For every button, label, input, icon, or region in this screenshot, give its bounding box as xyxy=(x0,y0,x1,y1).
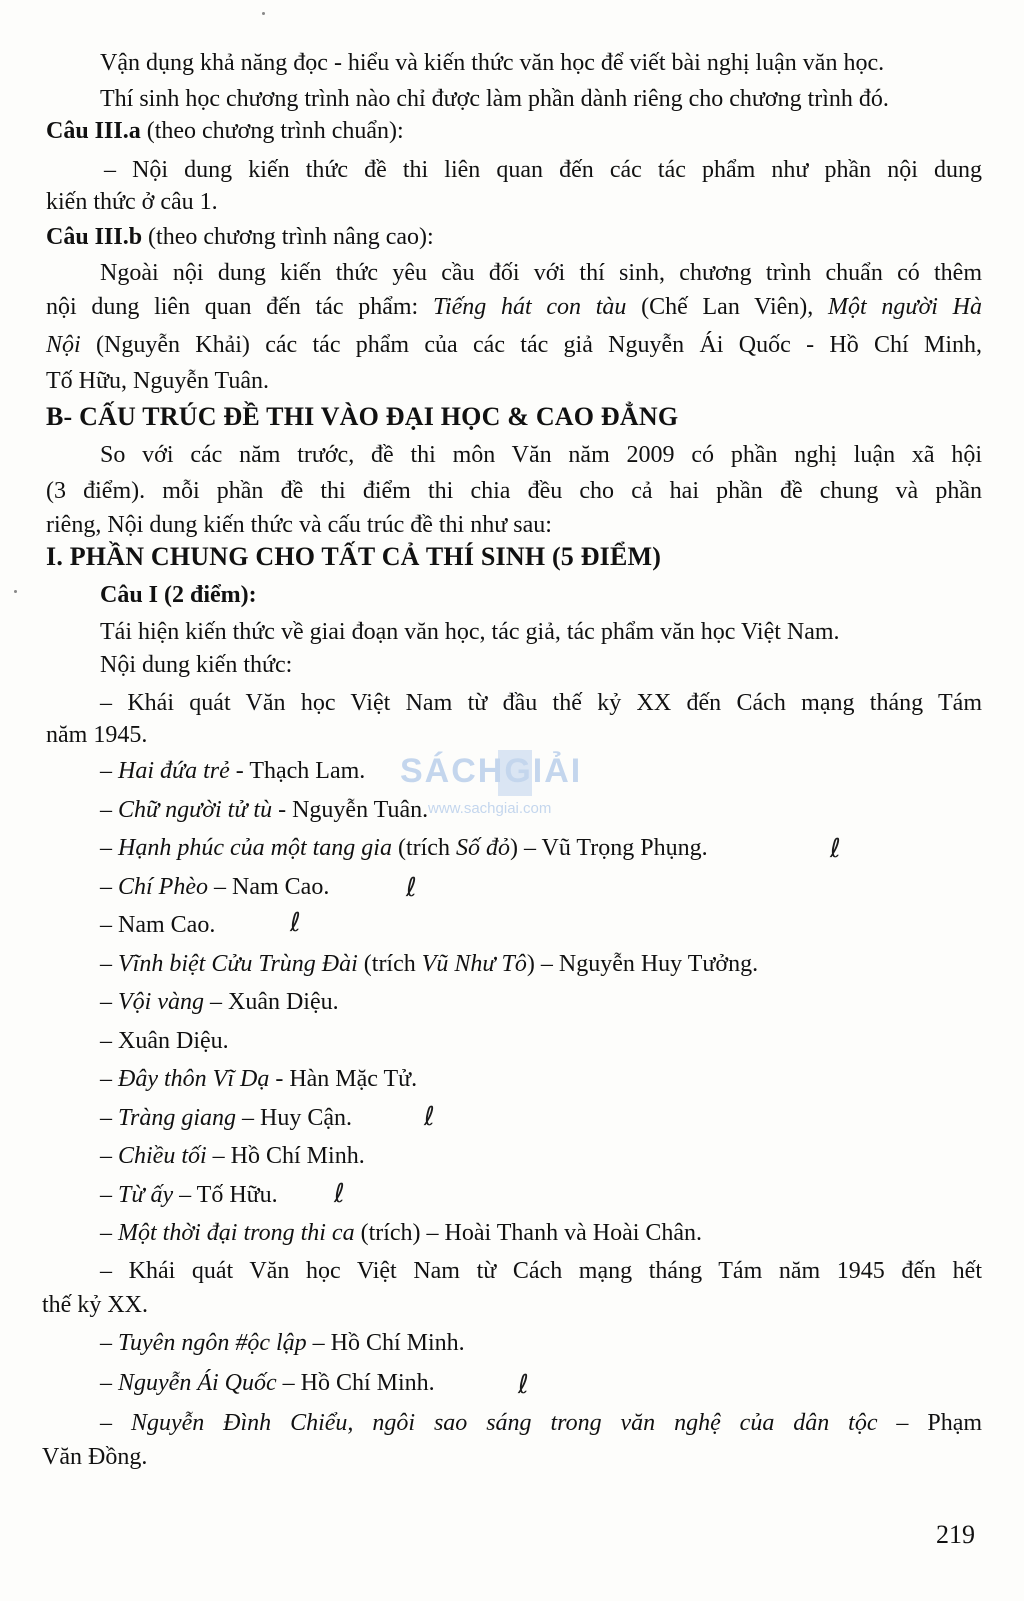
list-dash: – xyxy=(100,796,118,823)
work-separator: – xyxy=(208,873,232,900)
text-run: (Chế Lan Viên), xyxy=(626,294,829,320)
work-separator: - xyxy=(269,1066,290,1092)
paragraph-line: kiến thức ở câu 1. xyxy=(46,189,218,215)
work-separator: – xyxy=(173,1181,197,1208)
paragraph-line: Vận dụng khả năng đọc - hiểu và kiến thức văn học để viết bài nghị luận văn học. xyxy=(100,50,885,76)
watermark-url: www.sachgiai.com xyxy=(428,800,552,817)
work-author: ) – Vũ Trọng Phụng. xyxy=(509,835,708,861)
list-dash: – xyxy=(100,1027,118,1054)
question-note: (theo chương trình chuẩn): xyxy=(140,118,404,144)
work-item xyxy=(100,1218,702,1248)
page-number: 219 xyxy=(936,1520,975,1549)
work-author: ) – Nguyễn Huy Tưởng. xyxy=(526,950,759,977)
work-title: Một thời đại trong thi ca xyxy=(118,1220,355,1246)
list-dash: – xyxy=(100,989,118,1015)
work-item xyxy=(100,756,365,786)
work-item xyxy=(100,1368,435,1398)
work-item xyxy=(100,1026,229,1056)
work-author: Nguyễn Tuân. xyxy=(292,796,429,823)
list-dash: – xyxy=(100,1370,118,1396)
paragraph-line: riêng, Nội dung kiến thức và cấu trúc đề thi như sau: xyxy=(46,512,552,538)
work-title: Chữ người tử tù xyxy=(118,796,273,823)
text-run: – xyxy=(100,1410,131,1436)
work-separator: – xyxy=(203,989,228,1015)
section-heading-i: I. PHẦN CHUNG CHO TẤT CẢ THÍ SINH (5 ĐIỂM) xyxy=(46,542,662,571)
work-title: Từ ấy xyxy=(118,1181,174,1208)
work-author: Hồ Chí Minh. xyxy=(230,1143,365,1169)
work-author: Hoài Thanh và Hoài Chân. xyxy=(444,1220,703,1246)
list-dash: – xyxy=(100,758,118,784)
work-author: Tố Hữu. xyxy=(196,1181,278,1208)
watermark-logo xyxy=(400,752,610,832)
list-dash: – xyxy=(100,1104,118,1131)
paragraph-line: Văn Đồng. xyxy=(42,1444,148,1470)
work-item xyxy=(100,872,329,902)
work-title: Hạnh phúc của một tang gia xyxy=(118,835,392,861)
work-item xyxy=(100,833,708,863)
handwritten-check-icon: ℓ xyxy=(518,1370,529,1400)
work-item xyxy=(100,1328,465,1358)
work-separator: - xyxy=(272,796,293,823)
handwritten-check-icon: ℓ xyxy=(406,873,417,903)
list-dash: – xyxy=(100,1181,118,1208)
list-dash: – xyxy=(100,912,118,938)
watermark-text: SÁCHGIẢI xyxy=(400,752,583,790)
scan-speck xyxy=(262,12,265,15)
paragraph-line: Ngoài nội dung kiến thức yêu cầu đối với thí sinh, chương trình chuẩn có thêm xyxy=(100,260,982,286)
work-author: Xuân Diệu. xyxy=(118,1027,229,1054)
work-title: Vội vàng xyxy=(118,989,204,1015)
work-item xyxy=(100,1103,352,1133)
list-dash: – xyxy=(100,873,118,900)
work-separator: - xyxy=(229,758,250,784)
work-separator: (trích) – xyxy=(354,1220,445,1246)
work-title: Nội xyxy=(46,332,81,358)
handwritten-check-icon: ℓ xyxy=(830,834,841,864)
work-author: Huy Cận. xyxy=(260,1104,353,1131)
list-dash: – xyxy=(100,835,118,861)
paragraph-line: – Khái quát Văn học Việt Nam từ đầu thế kỷ XX đến Cách mạng tháng Tám xyxy=(100,690,982,716)
question-heading xyxy=(46,222,434,252)
work-item xyxy=(100,1064,417,1094)
paragraph-line: (3 điểm). mỗi phần đề thi điểm thi chia đều cho cả hai phần đề chung và phần xyxy=(46,478,982,504)
question-heading: Câu I (2 điểm): xyxy=(100,582,257,608)
work-separator: – xyxy=(206,1143,231,1169)
work-author: Hàn Mặc Tử. xyxy=(289,1066,418,1092)
work-title: Tuyên ngôn #ộc lập xyxy=(118,1330,307,1356)
handwritten-check-icon: ℓ xyxy=(424,1102,435,1132)
work-separator: – xyxy=(236,1104,261,1131)
scan-speck xyxy=(14,590,17,593)
list-dash: – xyxy=(100,1330,118,1356)
question-label: Câu III.b xyxy=(46,224,143,250)
work-title: Đây thôn Vĩ Dạ xyxy=(118,1066,270,1092)
work-separator: (trích xyxy=(391,835,456,861)
work-author: Xuân Diệu. xyxy=(227,989,339,1015)
list-dash: – xyxy=(100,950,118,977)
paragraph-line xyxy=(46,292,982,322)
work-title: Hai đứa trẻ xyxy=(118,758,230,784)
text-run: – Phạm xyxy=(877,1410,983,1436)
list-dash: – xyxy=(100,1220,118,1246)
work-title: Nguyễn Đình Chiểu, ngôi sao sáng trong văn nghệ của dân tộc xyxy=(130,1410,878,1436)
section-heading-b: B- CẤU TRÚC ĐỀ THI VÀO ĐẠI HỌC & CAO ĐẲNG xyxy=(46,402,679,431)
work-title: Chí Phèo xyxy=(118,873,208,900)
work-separator: – xyxy=(276,1370,301,1396)
list-dash: – xyxy=(100,1066,118,1092)
work-source-title: Số đỏ xyxy=(455,835,510,861)
paragraph-line: Tố Hữu, Nguyễn Tuân. xyxy=(46,368,270,394)
work-item xyxy=(100,1141,365,1171)
question-label: Câu III.a xyxy=(46,118,141,144)
work-title: Vĩnh biệt Cửu Trùng Đài xyxy=(118,950,358,977)
work-title: Tiếng hát con tàu xyxy=(432,294,627,320)
work-title: Chiều tối xyxy=(118,1143,207,1169)
text-run: (Nguyễn Khải) các tác phẩm của các tác giả Nguyễn Ái Quốc - Hồ Chí Minh, xyxy=(80,332,982,358)
list-dash: – xyxy=(100,1143,118,1169)
question-note: (theo chương trình nâng cao): xyxy=(142,224,434,250)
work-author: Hồ Chí Minh. xyxy=(330,1330,465,1356)
paragraph-line: – Nội dung kiến thức đề thi liên quan đến các tác phẩm như phần nội dung xyxy=(104,157,982,183)
paragraph-line: Tái hiện kiến thức về giai đoạn văn học, tác giả, tác phẩm văn học Việt Nam. xyxy=(100,619,840,645)
paragraph-line: So với các năm trước, đề thi môn Văn năm 2009 có phần nghị luận xã hội xyxy=(100,442,982,468)
work-item xyxy=(100,910,215,940)
work-source-title: Vũ Như Tô xyxy=(421,950,527,977)
paragraph-line: năm 1945. xyxy=(46,722,148,748)
work-title: Tràng giang xyxy=(118,1104,237,1131)
work-separator: (trích xyxy=(357,950,422,977)
paragraph-line: – Khái quát Văn học Việt Nam từ Cách mạng tháng Tám năm 1945 đến hết xyxy=(100,1258,982,1284)
work-title: Nguyễn Ái Quốc xyxy=(118,1370,277,1396)
text-run: nội dung liên quan đến tác phẩm: xyxy=(46,294,433,320)
work-author: Hồ Chí Minh. xyxy=(300,1370,435,1396)
work-item xyxy=(100,987,339,1017)
work-author: Nam Cao. xyxy=(118,912,216,938)
work-item xyxy=(100,795,428,825)
paragraph-line xyxy=(100,1408,982,1438)
handwritten-check-icon: ℓ xyxy=(334,1179,345,1209)
work-separator: – xyxy=(306,1330,331,1356)
handwritten-check-icon: ℓ xyxy=(290,908,301,938)
paragraph-line: Nội dung kiến thức: xyxy=(100,652,293,678)
paragraph-line: Thí sinh học chương trình nào chỉ được làm phần dành riêng cho chương trình đó. xyxy=(100,86,889,112)
work-author: Nam Cao. xyxy=(232,873,330,900)
work-item xyxy=(100,949,758,979)
work-title: Một người Hà xyxy=(828,294,983,320)
paragraph-line xyxy=(46,330,982,360)
work-item xyxy=(100,1180,278,1210)
work-author: Thạch Lam. xyxy=(249,758,366,784)
question-heading xyxy=(46,116,404,146)
paragraph-line: thế kỷ XX. xyxy=(42,1292,148,1318)
